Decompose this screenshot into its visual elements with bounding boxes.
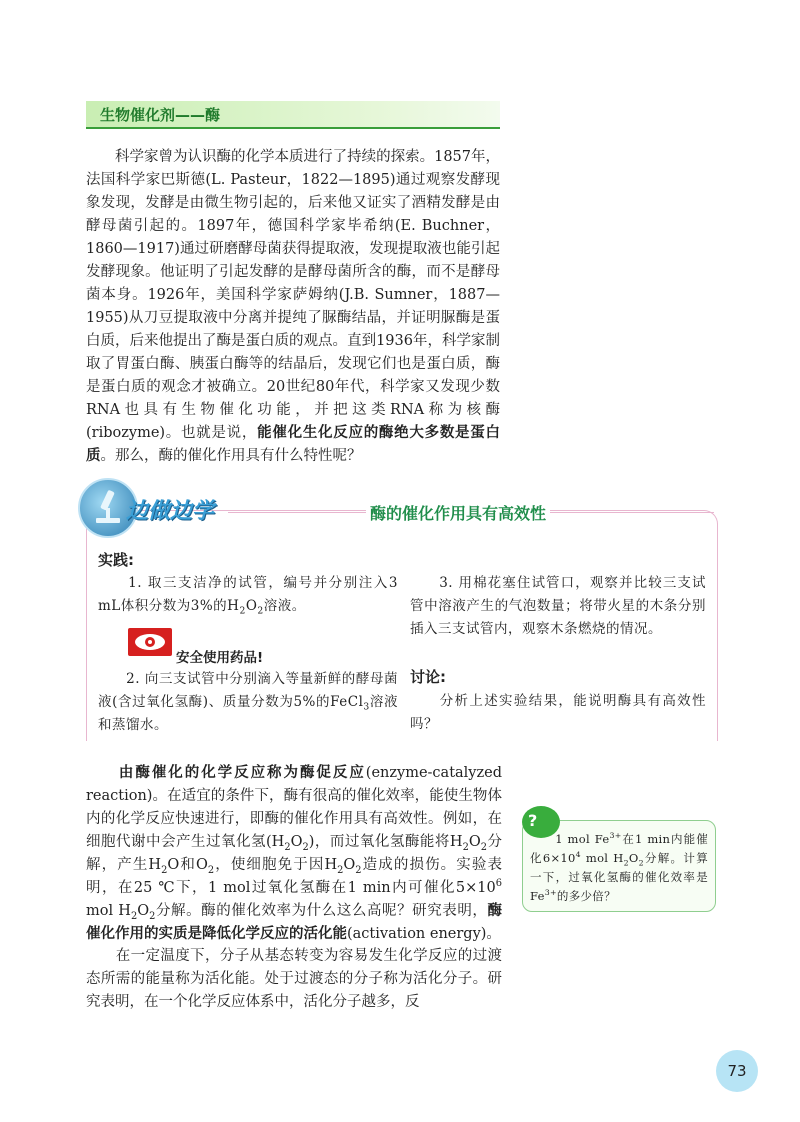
p2-s10: 2 [149,910,156,922]
note-e: 分解。计算一下，过氧化氢酶的催化效率是Fe [530,851,708,903]
note-b: 在1 min内能催化6×10 [530,832,708,865]
eye-warning-icon [128,628,172,656]
p2-s9: 2 [130,910,138,922]
step2-a: 2. 向三支试管中分别滴入等量新鲜的酵母菌液(含过氧化氢酶)、质量分数为5%的FeCl [98,671,399,710]
p2-bold2: 酶催化作用的实质是降低化学反应的活化能 [86,903,503,942]
p2-t3: )，而过氧化氢酶能将H [308,834,463,850]
note-sub2: 2 [638,858,644,868]
practice-label: 实践: [98,551,134,569]
step1-b: O [245,598,258,614]
activity-topic: 酶的催化作用具有高效性 [366,501,550,524]
p2-s3: 2 [462,841,469,853]
note-c: mol H [580,851,624,865]
paragraph-enzyme-history [86,146,500,468]
p3-text: 在一定温度下，分子从基态转变为容易发生化学反应的过渡态所需的能量称为活化能。处于过渡态的分子称为活化分子。研究表明，在一个化学反应体系中，活化分子越多，反 [86,948,503,1010]
p2-t1: (enzyme-catalyzed reaction)。在适宜的条件下，酶有很高的催化效率，能使生物体内的化学反应快速进行，即酶的催化作用具有高效性。例如，在细胞代谢中会产生过氧化氢(H [86,765,503,850]
paragraph-enzyme-efficiency [86,762,502,946]
note-sup3: 3+ [544,888,557,898]
p2-s1: 2 [284,841,291,853]
p2-t11: O [137,903,150,919]
step1-sub2: 2 [257,605,264,617]
p2-t5: 分解，产生H [86,834,503,873]
p2-s6: 2 [207,864,215,876]
p2-t9: 造成的损伤。实验表明，在25 ℃下，1 mol过氧化氢酶在1 min内可催化5×10 [86,857,502,896]
note-text [530,830,708,906]
note-icon-glyph: ? [528,811,538,830]
p2-bold1: 由酶催化的化学反应称为酶促反应 [118,765,366,781]
p2-t8: O [343,857,356,873]
p2-s5: 2 [161,864,168,876]
p2-t2: O [290,834,303,850]
page-number: 73 [716,1050,758,1092]
step1-c: 溶液。 [263,598,306,614]
p2-t7: ，使细胞免于因H [214,857,338,873]
p2-t4: O [468,834,481,850]
safety-notice: 安全使用药品! [176,650,264,666]
discussion-text [410,690,706,736]
step-1 [98,572,398,618]
p2-s8: 2 [355,864,362,876]
p2-t12: 分解。酶的催化效率为什么这么高呢？研究表明， [155,903,488,919]
note-sup1: 3+ [609,831,622,841]
p2-t13: (activation energy)。 [347,926,501,942]
p2-s7: 2 [337,864,344,876]
note-sup2: 4 [575,850,581,860]
p2-s4: 2 [480,841,487,853]
p2-s2: 2 [302,841,309,853]
step-2 [98,668,398,737]
p1-text: 科学家曾为认识酶的化学本质进行了持续的探索。1857年，法国科学家巴斯德(L. Pasteur，1822—1895)通过观察发酵现象发现，发酵是由微生物引起的，后来他又证实了酒精发酵是由酵母菌引起的。1897年，德国科学家毕希纳(E. Buchner，1860—1917)通过研磨酵母菌获得提取液，发现提取液也能引起发酵现象。他证明了引起发酵的是酵母菌所含的酶，而不是酵母菌本身。1926年，美国科学家萨姆纳(J.B. Sumner，1887—1955)从刀豆提取液中分离并提纯了脲酶结晶，并证明脲酶是蛋白质，后来他提出了酶是蛋白质的观点。直到1936年，科学家制取了胃蛋白酶、胰蛋白酶等的结晶后，发现它们也是蛋白质，酶是蛋白质的观念才被确立。20世纪80年代，科学家又发现少数RNA也具有生物催化功能，并把这类RNA称为核酶(ribozyme)。也就是说， [86,149,501,441]
step3-text: 3. 用棉花塞住试管口，观察并比较三支试管中溶液产生的气泡数量；将带火星的木条分别插入三支试管内，观察木条燃烧的情况。 [410,575,707,637]
paragraph-activation-energy [86,945,502,1014]
p2-t10: mol H [86,903,131,919]
p1-end: 。那么，酶的催化作用具有什么特性呢？ [100,448,362,464]
step2-sub: 3 [363,701,370,713]
step-3 [410,572,706,641]
p2-t6: O和O [167,857,208,873]
p1-bold: 能催化生化反应的酶绝大多数是蛋白质 [86,425,501,464]
section-header [86,101,500,129]
step1-a: 1. 取三支洁净的试管，编号并分别注入3 mL体积分数为3%的H [98,575,399,614]
note-f: 的多少倍？ [556,889,616,903]
activity-title: 边做边学 [126,499,215,524]
note-sub1: 2 [623,858,629,868]
discuss-content: 分析上述实验结果，能说明酶具有高效性吗？ [410,693,707,732]
step1-sub1: 2 [239,605,246,617]
note-a: 1 mol Fe [555,832,610,846]
p2-sup1: 6 [495,878,502,890]
section-title: 生物催化剂——酶 [100,106,221,124]
discussion-label: 讨论: [410,668,446,686]
note-d: O [628,851,639,865]
step2-b: 溶液和蒸馏水。 [98,694,399,733]
